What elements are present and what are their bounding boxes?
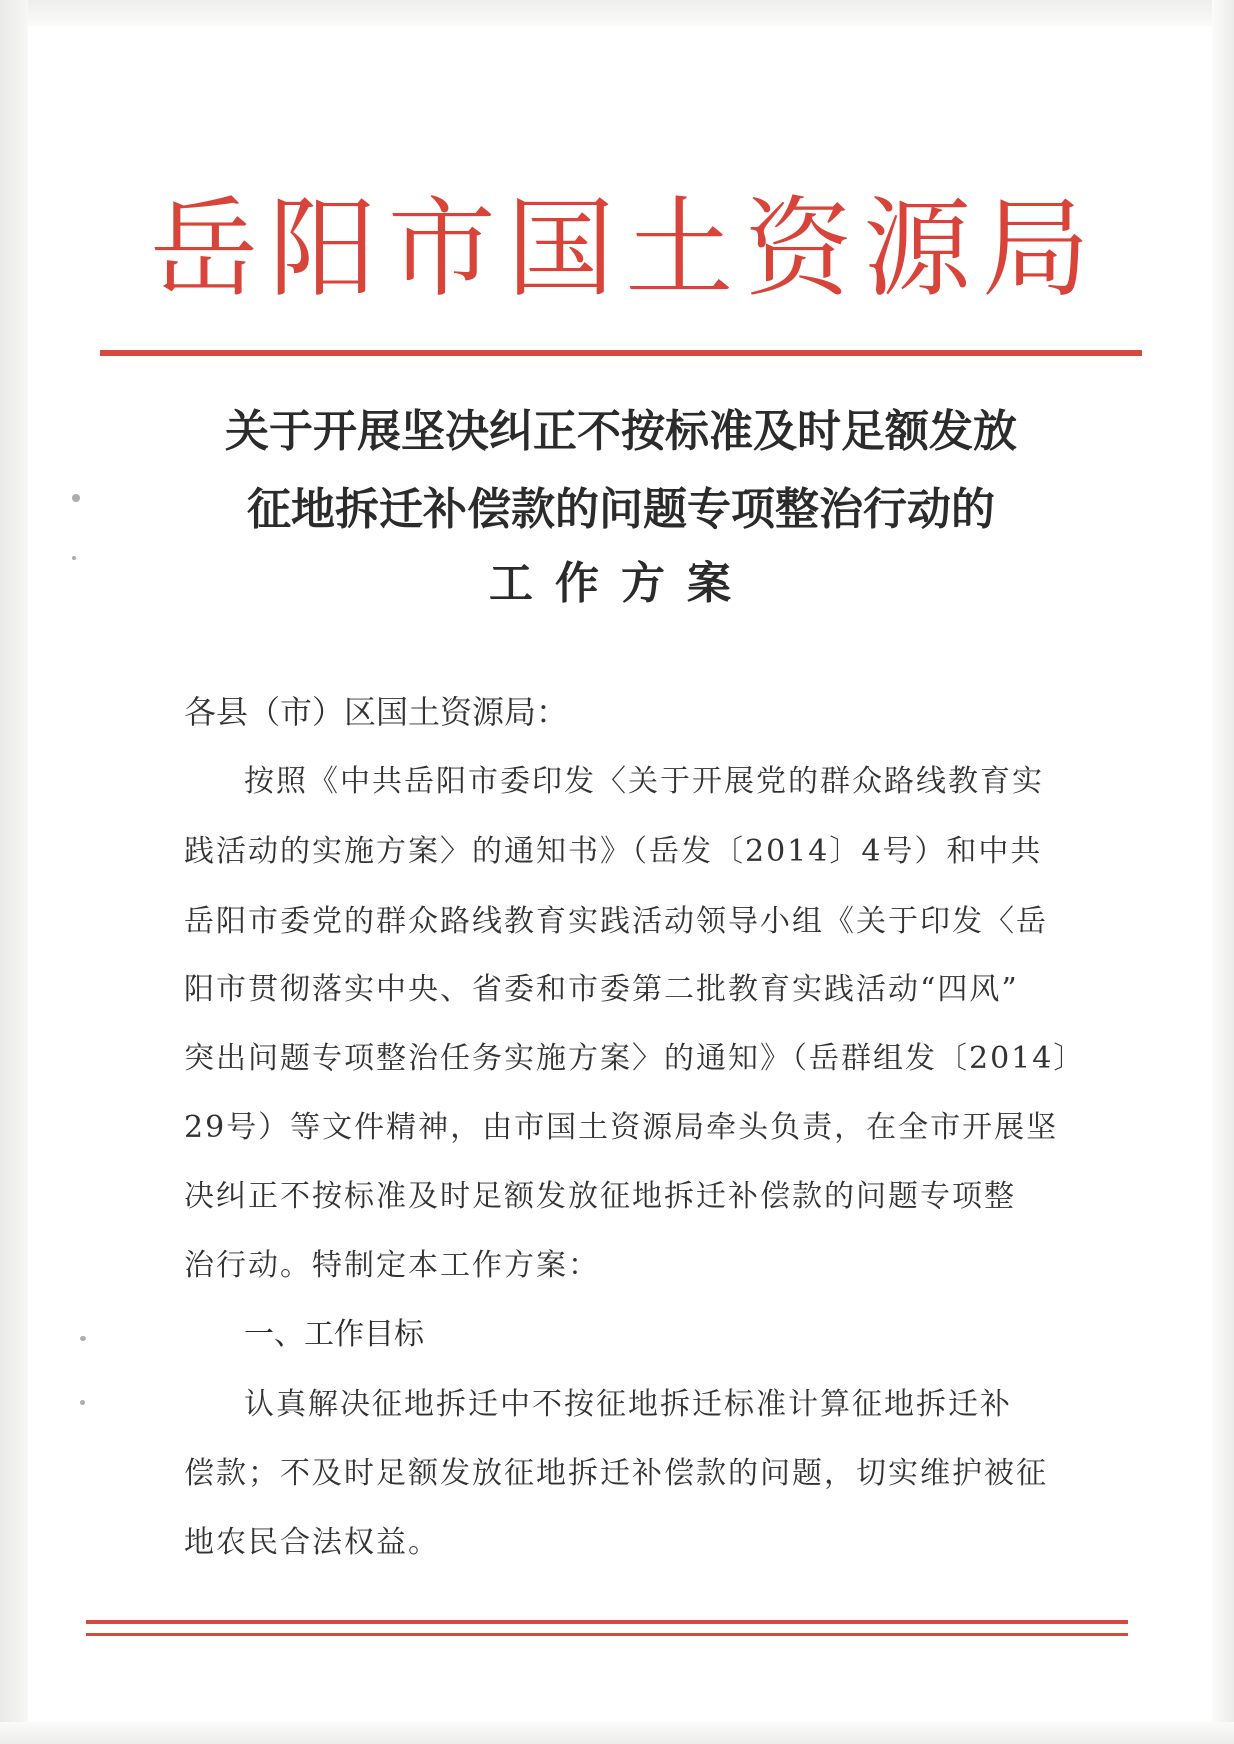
body-paragraph-line: 29号）等文件精神，由市国土资源局牵头负责，在全市开展坚 xyxy=(184,1110,1059,1145)
section-paragraph-line: 地农民合法权益。 xyxy=(184,1525,440,1560)
scan-edge-left xyxy=(0,0,28,1744)
masthead-char: 土 xyxy=(625,187,734,312)
masthead-char: 市 xyxy=(387,187,496,312)
masthead-red-rule xyxy=(100,350,1142,356)
masthead-char: 资 xyxy=(744,187,853,312)
scan-edge-right xyxy=(1212,0,1234,1744)
scan-edge-bottom xyxy=(0,1722,1234,1744)
binding-hole-mark xyxy=(72,556,76,560)
footer-red-rule-thick xyxy=(86,1620,1128,1624)
masthead-char: 岳 xyxy=(150,187,259,312)
section-paragraph-line: 偿款；不及时足额发放征地拆迁补偿款的问题，切实维护被征 xyxy=(184,1456,1048,1491)
document-title-line-3: 工作方案 xyxy=(489,558,753,609)
section-heading: 一、工作目标 xyxy=(244,1317,424,1352)
body-paragraph-line: 决纠正不按标准及时足额发放征地拆迁补偿款的问题专项整 xyxy=(184,1179,1016,1214)
body-paragraph-line: 践活动的实施方案〉的通知书》（岳发〔2014〕4号）和中共 xyxy=(184,834,1043,869)
section-paragraph-line: 认真解决征地拆迁中不按征地拆迁标准计算征地拆迁补 xyxy=(244,1387,1012,1422)
body-paragraph-line: 阳市贯彻落实中央、省委和市委第二批教育实践活动“四风” xyxy=(184,972,1019,1007)
body-paragraph-line: 治行动。特制定本工作方案： xyxy=(184,1248,600,1283)
body-paragraph-line: 突出问题专项整治任务实施方案〉的通知》（岳群组发〔2014〕 xyxy=(184,1041,1086,1076)
footer-red-rule-thin xyxy=(86,1633,1128,1636)
binding-hole-mark xyxy=(72,494,80,502)
document-title-line-2: 征地拆迁补偿款的问题专项整治行动的 xyxy=(247,484,995,535)
body-paragraph-line: 岳阳市委党的群众路线教育实践活动领导小组《关于印发〈岳 xyxy=(184,904,1048,939)
masthead-char: 局 xyxy=(981,187,1090,312)
document-title-line-1: 关于开展坚决纠正不按标准及时足额发放 xyxy=(225,406,1017,457)
scan-edge-top xyxy=(0,0,1234,26)
binding-hole-mark xyxy=(80,1336,86,1341)
masthead xyxy=(150,185,1090,315)
salutation: 各县（市）区国土资源局： xyxy=(184,693,569,731)
body-paragraph-line: 按照《中共岳阳市委印发〈关于开展党的群众路线教育实 xyxy=(244,764,1044,799)
masthead-char: 阳 xyxy=(268,187,377,312)
masthead-char: 源 xyxy=(863,187,972,312)
masthead-char: 国 xyxy=(506,187,615,312)
binding-hole-mark xyxy=(80,1400,85,1405)
